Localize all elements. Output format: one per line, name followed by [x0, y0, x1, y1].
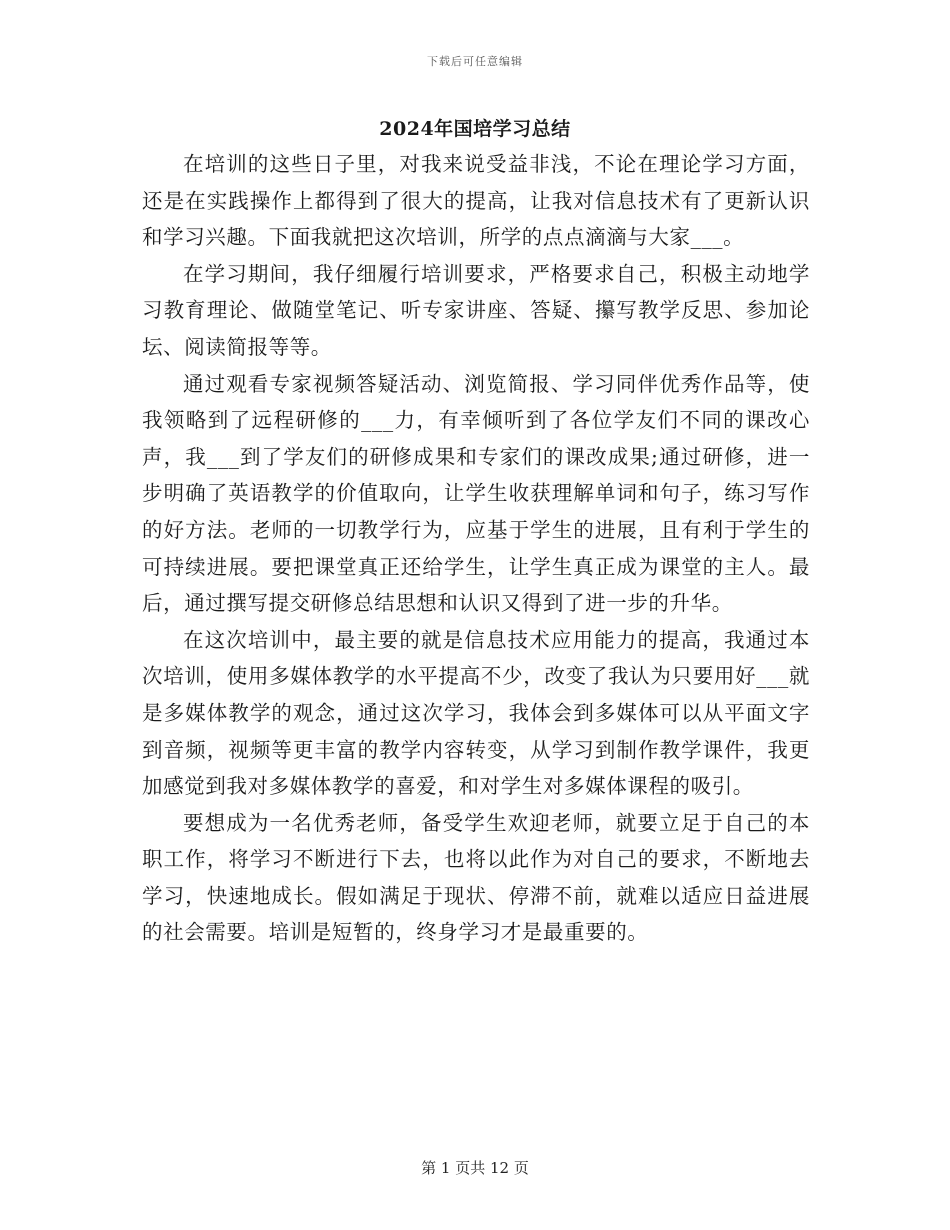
- paragraph-3: 通过观看专家视频答疑活动、浏览简报、学习同伴优秀作品等，使我领略到了远程研修的___力，有幸倾听到了各位学友们不同的课改心声，我___到了学友们的研修成果和专家们的课改成果;通过研修，进一步明确了英语教学的价值取向，让学生收获理解单词和句子，练习写作的好方法。老师的一切教学行为，应基于学生的进展，且有利于学生的可持续进展。要把课堂真正还给学生，让学生真正成为课堂的主人。最后，通过撰写提交研修总结思想和认识又得到了进一步的升华。: [142, 371, 810, 616]
- paragraph-4: 在这次培训中，最主要的就是信息技术应用能力的提高，我通过本次培训，使用多媒体教学的水平提高不少，改变了我认为只要用好___就是多媒体教学的观念，通过这次学习，我体会到多媒体可以从平面文字到音频，视频等更丰富的教学内容转变，从学习到制作教学课件，我更加感觉到我对多媒体教学的喜爱，和对学生对多媒体课程的吸引。: [142, 627, 810, 799]
- header-note: 下载后可任意编辑: [427, 55, 523, 68]
- paragraph-5: 要想成为一名优秀老师，备受学生欢迎老师，就要立足于自己的本职工作，将学习不断进行下去，也将以此作为对自己的要求，不断地去学习，快速地成长。假如满足于现状、停滞不前，就难以适应日益进展的社会需要。培训是短暂的，终身学习才是最重要的。: [142, 810, 810, 945]
- page-footer: 第 1 页共 12 页: [421, 1159, 529, 1177]
- paragraph-1: 在培训的这些日子里，对我来说受益非浅，不论在理论学习方面，还是在实践操作上都得到了很大的提高，让我对信息技术有了更新认识和学习兴趣。下面我就把这次培训，所学的点点滴滴与大家___。: [142, 152, 810, 250]
- document-title: 2024年国培学习总结: [379, 118, 571, 140]
- document-body: [142, 146, 810, 951]
- paragraph-2: 在学习期间，我仔细履行培训要求，严格要求自己，积极主动地学习教育理论、做随堂笔记、听专家讲座、答疑、攥写教学反思、参加论坛、阅读简报等等。: [142, 261, 810, 359]
